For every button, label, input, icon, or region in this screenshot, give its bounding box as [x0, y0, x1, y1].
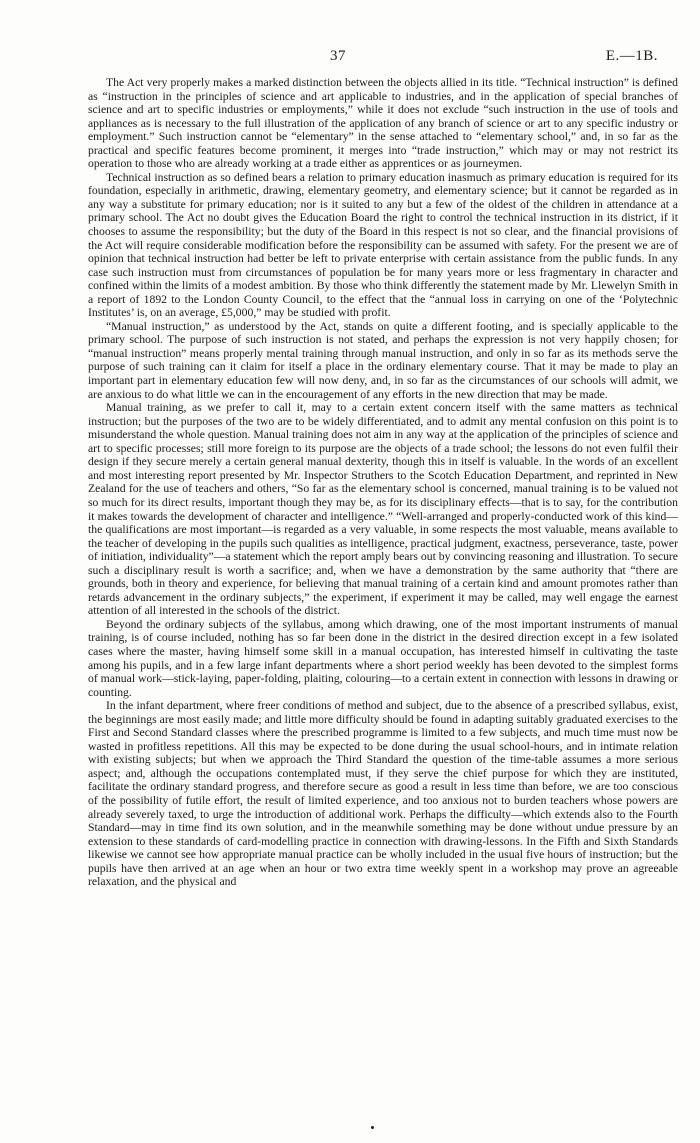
page-header — [0, 48, 700, 70]
paragraph: In the infant department, where freer conditions of method and subject, due to the absence of a prescribed syllabus, exist, the beginnings are most easily made; and little more difficulty should be found in adapting suitably graduated exercises to the First and Second Standard classes where the prescribed programme is limited to a few subjects, and much time must now be wasted in profitless repetitions. All this may be expected to be done during the usual school-hours, and in intimate relation with existing subjects; but when we approach the Third Standard the question of the time-table assumes a more serious aspect; and, although the occupations contemplated must, if they serve the chief purpose for which they are instituted, facilitate the ordinary standard progress, and therefore secure as good a result in less time than before, we are too conscious of the possibility of futile effort, the result of limited experience, and too anxious not to burden teachers whose powers are already severely taxed, to urge the introduction of additional work. Perhaps the difficulty—which extends also to the Fourth Standard—may in time find its own solution, and in the meanwhile something may be done without undue pressure by an extension to these standards of card-modelling practice in connection with drawing-lessons. In the Fifth and Sixth Standards likewise we cannot see how appropriate manual practice can be wholly included in the usual five hours of instruction; but the pupils have then arrived at an age when an hour or two extra time weekly spent in a workshop may prove an agreeable relaxation, and the physical and — [88, 699, 678, 889]
body-text — [88, 76, 678, 889]
paragraph: “Manual instruction,” as understood by the Act, stands on quite a different footing, and is specially applicable to the primary school. The purpose of such instruction is not stated, and perhaps the expression is not very happily chosen; for “manual instruction” means properly mental training through manual instruction, and only in so far as its methods serve the purpose of such training can it claim for itself a place in the ordinary elementary course. That it may be made to play an important part in elementary education few will now deny, and, in so far as the circumstances of our schools will admit, we are anxious to do what little we can in the encouragement of any efforts in the new direction that may be made. — [88, 319, 678, 401]
paragraph: The Act very properly makes a marked distinction between the objects allied in its title. “Technical instruction” is defined as “instruction in the principles of science and art applicable to industries, and in the application of special branches of science and art to specific industries or employments,” while it does not exclude “such instruction in the use of tools and appliances as is necessary to the full illustration of the application of any branch of science or art to any specific industry or employment.” Such instruction cannot be “elementary” in the sense attached to “elementary school,” and, in so far as the practical and specific features become prominent, it merges into “trade instruction,” which may or may not restrict its operation to those who are already working at a trade either as apprentices or as journeymen. — [88, 76, 678, 171]
document-reference: E.—1B. — [605, 48, 658, 64]
page-mark — [371, 1126, 374, 1129]
page-number: 37 — [330, 48, 346, 64]
paragraph: Technical instruction as so defined bears a relation to primary education inasmuch as primary education is required for its foundation, especially in arithmetic, drawing, elementary geometry, and elementary science; but it cannot be regarded as in any way a substitute for primary education; nor is it suited to any but a few of the oldest of the children in attendance at a primary school. The Act no doubt gives the Education Board the right to control the technical instruction in its district, if it chooses to assume the responsibility; but the duty of the Board in this respect is not so clear, and the financial provisions of the Act will require considerable modification before the responsibility can be assumed with safety. For the present we are of opinion that technical instruction had better be left to private enterprise with certain assistance from the public funds. In any case such instruction must from circumstances of population be for many years more or less fragmentary in character and confined within the limits of a modest ambition. By those who think differently the statement made by Mr. Llewelyn Smith in a report of 1892 to the London County Council, to the effect that the “annual loss in carrying on one of the ‘Polytechnic Institutes’ is, on an average, £5,000,” may be studied with profit. — [88, 170, 678, 320]
paragraph: Beyond the ordinary subjects of the syllabus, among which drawing, one of the most important instruments of manual training, is of course included, nothing has so far been done in the district in the desired direction except in a few isolated cases where the master, having himself some skill in a manual occupation, has interested himself in cultivating the taste among his pupils, and in a few large infant departments where a short period weekly has been devoted to the simplest forms of manual work—stick-laying, paper-folding, plaiting, colouring—to a certain extent in connection with lessons in drawing or counting. — [88, 617, 678, 699]
paragraph: Manual training, as we prefer to call it, may to a certain extent concern itself with the same matters as technical instruction; but the purposes of the two are to be widely differentiated, and to admit any mental confusion on this point is to misunderstand the whole question. Manual training does not aim in any way at the application of the principles of science and art to specific processes; still more foreign to its purpose are the objects of a trade school; the lessons do not even fulfil their design if they secure merely a certain general manual dexterity, though this in itself is valuable. In the words of an excellent and most interesting report presented by Mr. Inspector Struthers to the Scotch Education Department, and reprinted in New Zealand for the use of teachers and others, “So far as the elementary school is concerned, manual training is to be valued not so much for its direct results, important though they may be, as for its disciplinary effects—that is to say, for the contribution it makes towards the development of character and intelligence.” “Well-arranged and properly-conducted work of this kind—the qualifications are most important—is regarded as a very valuable, in some respects the most valuable, means available to the teacher of developing in the pupils such qualities as intelligence, practical judgment, exactness, perseverance, taste, power of initiation, individuality”—a statement which the report amply bears out by convincing reasoning and illustration. To secure such a disciplinary result is worth a sacrifice; and, when we have a demonstration by the same authority that “there are grounds, both in theory and experience, for believing that manual training of a certain kind and amount promotes rather than retards advancement in the ordinary subjects,” the experiment, if experiment it may be called, may well engage the earnest attention of all interested in the schools of the district. — [88, 401, 678, 618]
